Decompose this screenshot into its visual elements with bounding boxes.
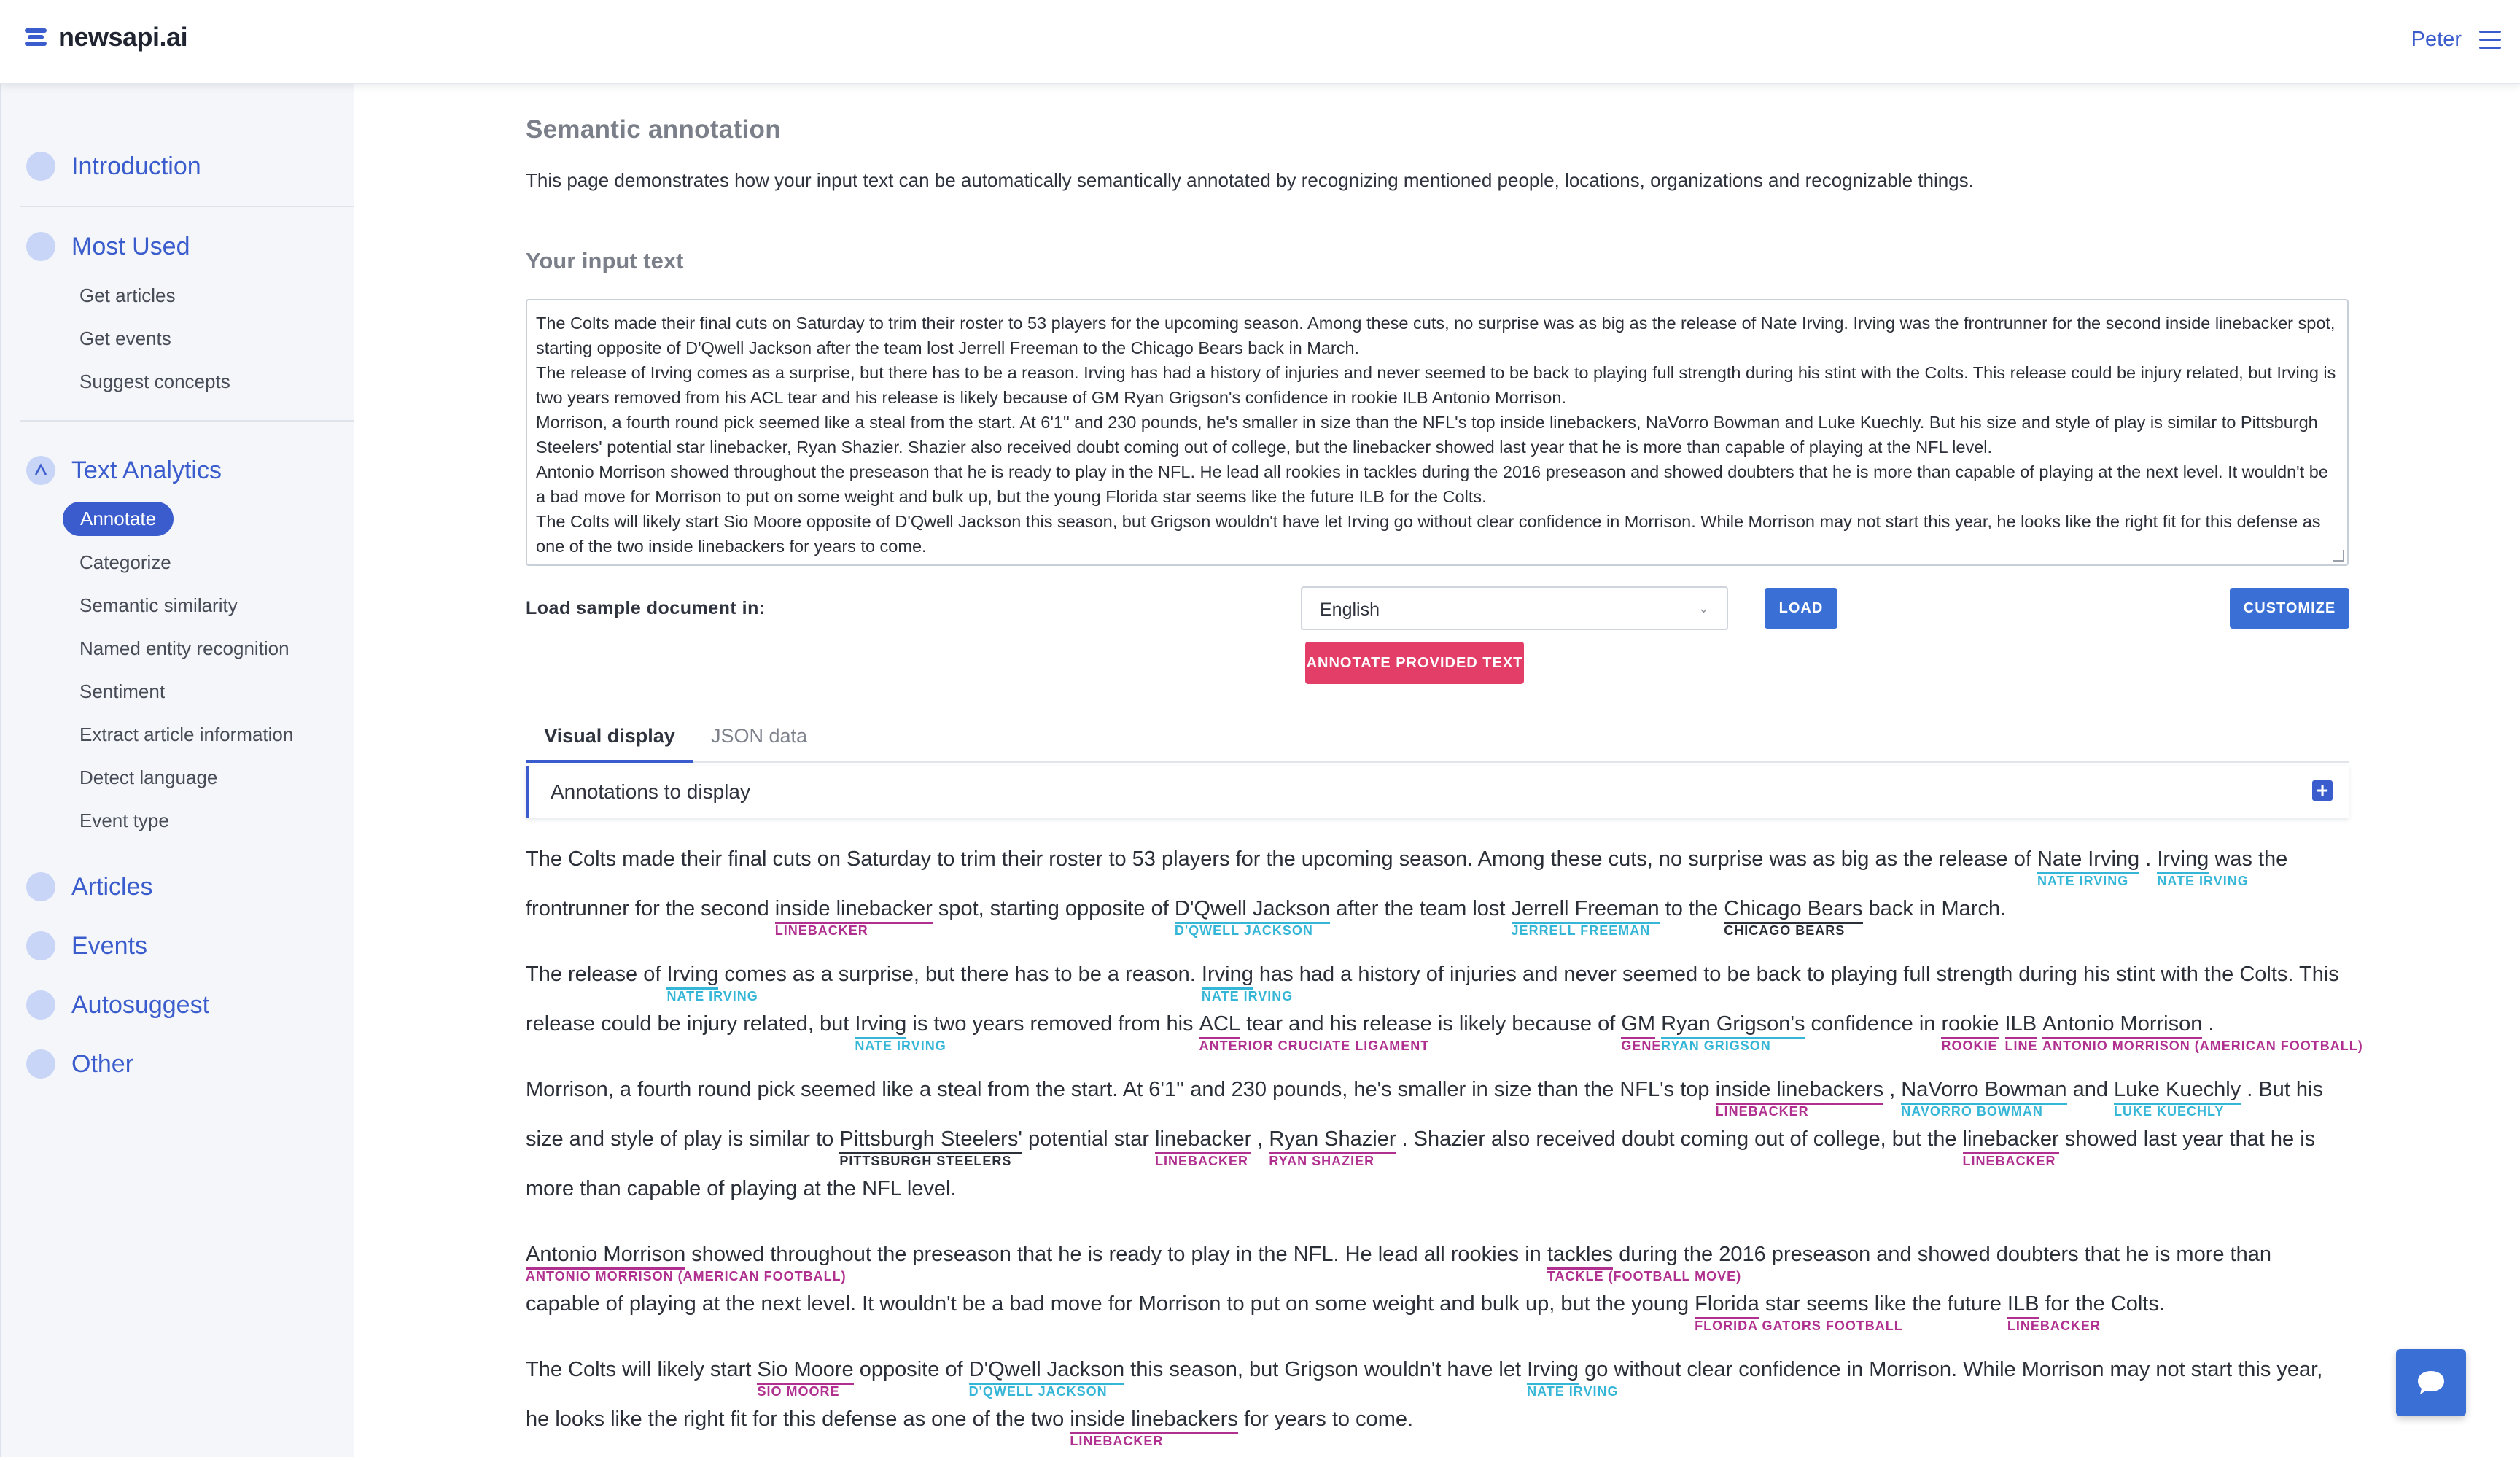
entity-label: LINEBACKER — [1070, 1434, 1164, 1448]
circle-icon — [26, 990, 55, 1020]
entity-text: Irving — [666, 963, 719, 986]
entity-mention[interactable] — [2007, 1292, 2101, 1333]
entity-text: linebacker — [1962, 1127, 2059, 1151]
plain-text: , — [1251, 1127, 1269, 1151]
page-title: Semantic annotation — [526, 115, 781, 144]
entity-mention[interactable] — [2114, 1077, 2241, 1119]
sidebar-section-label: Text Analytics — [71, 456, 222, 484]
sidebar-section-label: Most Used — [71, 232, 190, 260]
entity-label: PITTSBURGH STEELERS — [839, 1154, 1012, 1168]
entity-text: D'Qwell Jackson — [1174, 897, 1331, 920]
annotated-paragraph — [526, 834, 2349, 938]
sidebar-item-annotate[interactable]: Annotate — [63, 502, 174, 536]
entity-mention[interactable] — [2037, 847, 2140, 888]
input-paragraph: The Colts will likely start Sio Moore opposite of D'Qwell Jackson this season, but Grigson wouldn't have let Irving go without clear confidence in Morrison. While Morrison may not start this year, he looks like the right fit for this defense as one of the two inside linebackers for years to come. — [536, 512, 2321, 556]
sidebar-section-events[interactable] — [26, 931, 147, 960]
entity-text: Luke Kuechly — [2114, 1078, 2241, 1101]
plain-text: spot, starting opposite of — [932, 897, 1175, 920]
sidebar-section-label: Other — [71, 1049, 134, 1078]
entity-mention[interactable] — [1901, 1077, 2067, 1119]
plain-text: showed throughout the preseason that he is ready to play in the NFL. He lead all rookies in — [685, 1243, 1547, 1266]
annotated-paragraph — [526, 1345, 2349, 1448]
plain-text: after the team lost — [1330, 897, 1512, 920]
annotate-button[interactable]: ANNOTATE PROVIDED TEXT — [1305, 642, 1524, 684]
plain-text: was the frontrunner for the second — [526, 847, 2288, 920]
entity-text: Irving — [2157, 847, 2209, 871]
other-icon — [26, 1049, 55, 1079]
input-paragraph: The release of Irving comes as a surprise, but there has to be a reason. Irving has had a history of injuries and never seemed to be back to playing full strength during his stint with the Colts. This release could be injury related, but Irving is two years removed from his ACL tear and his release is likely because of GM Ryan Grigson's confidence in rookie ILB Antonio Morrison. — [536, 363, 2336, 407]
entity-text: ILB — [2004, 1012, 2037, 1036]
entity-label: LUKE KUECHLY — [2114, 1104, 2225, 1119]
plain-text: . — [2139, 847, 2158, 871]
load-sample-label: Load sample document in: — [526, 598, 766, 618]
chevron-down-icon: ⌄ — [1698, 601, 1709, 616]
plain-text: opposite of — [853, 1358, 969, 1381]
divider — [20, 420, 354, 422]
sidebar-item-named-entity-recognition[interactable]: Named entity recognition — [79, 637, 289, 659]
plain-text: star seems like the future — [1759, 1292, 2007, 1316]
entity-label: ANTONIO MORRISON (AMERICAN FOOTBALL) — [526, 1269, 847, 1284]
entity-mention[interactable] — [1962, 1127, 2059, 1168]
entity-text: Irving — [1201, 963, 1253, 986]
entity-text: Irving — [855, 1012, 907, 1036]
entity-text: ACL — [1199, 1012, 1241, 1036]
circle-icon — [26, 232, 55, 261]
plain-text — [1655, 1012, 1661, 1036]
plain-text: Morrison, a fourth round pick seemed like a steal from the start. At 6'1'' and 230 pounds, he's smaller in size than the NFL's top — [526, 1078, 1716, 1101]
entity-label: SIO MOORE — [757, 1384, 840, 1399]
entity-text: tackles — [1547, 1243, 1614, 1266]
plain-text: The Colts will likely start — [526, 1358, 758, 1381]
plain-text: during the 2016 preseason and showed doubters that he is more than capable of playing at the next level. It wouldn't be a bad move for Morrison to put on some weight and bulk up, but the young — [526, 1243, 2271, 1316]
entity-text: GM — [1621, 1012, 1656, 1036]
entity-mention[interactable] — [1511, 896, 1660, 938]
entity-mention[interactable] — [1199, 1011, 1430, 1053]
sidebar-section-label: Articles — [71, 872, 153, 901]
input-paragraph: The Colts made their final cuts on Saturday to trim their roster to 53 players for the upcoming season. Among these cuts, no surprise was as big as the release of Nate Irving. Irving was the frontrunner for the second inside linebacker spot, starting opposite of D'Qwell Jackson after the team lost Jerrell Freeman to the Chicago Bears back in March. — [536, 314, 2336, 357]
plain-text: confidence in — [1805, 1012, 1942, 1036]
tab-json-data[interactable]: JSON data — [711, 725, 808, 747]
plain-text: The Colts made their final cuts on Saturday to trim their roster to 53 players for the upcoming season. Among these cuts, no surprise was as big as the release of — [526, 847, 2037, 871]
load-button[interactable]: LOAD — [1765, 588, 1838, 629]
top-header — [0, 0, 2520, 84]
entity-label: NATE IRVING — [1527, 1384, 1619, 1399]
plain-text: The release of — [526, 963, 667, 986]
entity-mention[interactable] — [1174, 896, 1331, 938]
entity-text: Irving — [1527, 1358, 1579, 1381]
plain-text: and — [2066, 1078, 2115, 1101]
events-icon — [26, 931, 55, 960]
entity-mention[interactable] — [526, 1242, 847, 1284]
sidebar-section-label: Events — [71, 931, 147, 960]
entity-mention[interactable] — [2004, 1011, 2038, 1053]
sidebar-item-get-articles[interactable]: Get articles — [79, 284, 176, 306]
entity-text: inside linebackers — [1715, 1078, 1884, 1101]
sidebar-item-event-type[interactable]: Event type — [79, 809, 169, 831]
entity-text: Chicago Bears — [1724, 897, 1863, 920]
plain-text: . But his size and style of play is similar to — [526, 1078, 2323, 1151]
entity-mention[interactable] — [1269, 1127, 1396, 1168]
entity-label: LINE — [2004, 1038, 2038, 1053]
plain-text: , — [1883, 1078, 1902, 1101]
entity-label: ANTONIO MORRISON (AMERICAN FOOTBALL) — [2042, 1038, 2363, 1053]
entity-label: LINEBACKER — [1155, 1154, 1249, 1168]
entity-mention[interactable] — [968, 1357, 1125, 1399]
language-select-value: English — [1320, 599, 1380, 620]
entity-label: FLORIDA GATORS FOOTBALL — [1695, 1319, 1903, 1333]
annotated-paragraph — [526, 950, 2363, 1053]
entity-mention[interactable] — [1547, 1242, 1742, 1284]
sidebar-section-label: Introduction — [71, 152, 201, 180]
plain-text: . Shazier also received doubt coming out of college, but the — [1396, 1127, 1963, 1151]
entity-label: D'QWELL JACKSON — [1174, 923, 1313, 938]
plain-text: potential star — [1022, 1127, 1156, 1151]
entity-mention[interactable] — [2042, 1011, 2363, 1053]
entity-mention[interactable] — [666, 962, 758, 1003]
entity-text: Sio Moore — [757, 1358, 854, 1381]
entity-label: JERRELL FREEMAN — [1511, 923, 1651, 938]
plain-text: is two years removed from his — [906, 1012, 1199, 1036]
plain-text: showed last year that he is more than capable of playing at the NFL level. — [526, 1127, 2316, 1200]
sidebar-section-introduction[interactable] — [26, 152, 201, 181]
entity-text: Pittsburgh Steelers' — [839, 1127, 1022, 1151]
entity-label: NATE IRVING — [1201, 989, 1294, 1003]
entity-text: inside linebackers — [1070, 1407, 1238, 1431]
entity-text: inside linebacker — [774, 897, 933, 920]
input-paragraph: Morrison, a fourth round pick seemed like a steal from the start. At 6'1'' and 230 pounds, he's smaller in size than the NFL's top inside linebackers, NaVorro Bowman and Luke Kuechly. But his size and style of play is similar to Pittsburgh Steelers' potential star linebacker, Ryan Shazier. Shazier also received doubt coming out of college, but the linebacker showed last year that he is more than capable of playing at the NFL level. — [536, 413, 2318, 457]
entity-mention[interactable] — [839, 1127, 1022, 1168]
entity-mention[interactable] — [2157, 847, 2249, 888]
entity-mention[interactable] — [1715, 1077, 1884, 1119]
chat-button[interactable] — [2396, 1349, 2466, 1416]
expand-plus-icon[interactable]: + — [2312, 780, 2333, 801]
analytics-icon — [26, 456, 55, 485]
sidebar-item-detect-language[interactable]: Detect language — [79, 766, 218, 788]
entity-label: NATE IRVING — [855, 1038, 946, 1053]
entity-label: NATE IRVING — [2157, 874, 2249, 888]
plain-text: this season, but Grigson wouldn't have let — [1124, 1358, 1528, 1381]
entity-mention[interactable] — [1661, 1011, 1805, 1053]
entity-text: Ryan Grigson's — [1661, 1012, 1805, 1036]
plain-text: has had a history of injuries and never seemed to be back to playing full strength during his stint with the Colts. This release could be injury related, but — [526, 963, 2339, 1036]
entity-mention[interactable] — [1621, 1011, 1662, 1053]
entity-label: TACKLE (FOOTBALL MOVE) — [1547, 1269, 1742, 1284]
sidebar-section-label: Autosuggest — [71, 990, 210, 1019]
sidebar-item-sentiment[interactable]: Sentiment — [79, 680, 166, 702]
sidebar-item-suggest-concepts[interactable]: Suggest concepts — [79, 370, 230, 392]
entity-mention[interactable] — [1201, 962, 1294, 1003]
entity-label: LINEBACKER — [2007, 1319, 2101, 1333]
plain-text: back in March. — [1862, 897, 2007, 920]
articles-icon — [26, 872, 55, 901]
plain-text: to the — [1659, 897, 1724, 920]
input-paragraph: Antonio Morrison showed throughout the preseason that he is ready to play in the NFL. He lead all rookies in tackles during the 2016 preseason and showed doubters that he is more than capable of playing at the next level. It wouldn't be a bad move for Morrison to put on some weight and bulk up, but the young Florida star seems like the future ILB for the Colts. — [536, 462, 2328, 506]
resize-handle-icon[interactable] — [2333, 550, 2344, 562]
logo[interactable] — [25, 22, 187, 53]
entity-text: D'Qwell Jackson — [968, 1358, 1125, 1381]
entity-label: ROOKIE — [1941, 1038, 1998, 1053]
plain-text — [2037, 1012, 2042, 1036]
sidebar-item-get-events[interactable]: Get events — [79, 327, 171, 349]
sidebar-item-extract-article-information[interactable]: Extract article information — [79, 723, 294, 745]
entity-mention[interactable] — [1941, 1011, 1999, 1053]
entity-label: NATE IRVING — [666, 989, 758, 1003]
entity-label: LINEBACKER — [774, 923, 868, 938]
plain-text: for years to come. — [1237, 1407, 1414, 1431]
entity-mention[interactable] — [757, 1357, 854, 1399]
entity-label: LINEBACKER — [1962, 1154, 2056, 1168]
sidebar-section-most-used[interactable] — [26, 232, 190, 261]
entity-text: NaVorro Bowman — [1901, 1078, 2067, 1101]
input-heading: Your input text — [526, 248, 684, 273]
annotated-text — [526, 834, 2363, 1460]
plain-text — [1999, 1012, 2004, 1036]
main-content — [353, 83, 2520, 1457]
annotated-paragraph — [526, 1065, 2349, 1214]
circle-icon — [26, 152, 55, 181]
plain-text: . — [2202, 1012, 2214, 1036]
sidebar-section-text-analytics[interactable] — [26, 456, 222, 485]
plain-text: for the Colts. — [2039, 1292, 2165, 1316]
language-select[interactable] — [1301, 586, 1728, 630]
user-menu-link[interactable]: Peter — [2411, 28, 2462, 51]
entity-mention[interactable] — [774, 896, 933, 938]
entity-mention[interactable] — [855, 1011, 946, 1053]
plain-text: comes as a surprise, but there has to be a reason. — [718, 963, 1202, 986]
entity-mention[interactable] — [1070, 1407, 1238, 1448]
entity-text: Ryan Shazier — [1269, 1127, 1396, 1151]
sidebar-section-articles[interactable] — [26, 872, 152, 901]
entity-text: ILB — [2007, 1292, 2039, 1316]
logo-text: newsapi.ai — [58, 22, 188, 52]
sidebar — [0, 83, 354, 1457]
customize-button[interactable]: CUSTOMIZE — [2230, 588, 2349, 629]
entity-label: LINEBACKER — [1715, 1104, 1809, 1119]
entity-label: ANTERIOR CRUCIATE LIGAMENT — [1199, 1038, 1430, 1053]
entity-mention[interactable] — [1724, 896, 1863, 938]
annotated-paragraph — [526, 1230, 2349, 1333]
entity-label: CHICAGO BEARS — [1724, 923, 1846, 938]
plain-text: go without clear confidence in Morrison. While Morrison may not start this year, he looks like the right fit for this defense as one of the two — [526, 1358, 2323, 1431]
annotations-to-display-panel[interactable] — [526, 766, 2349, 818]
sidebar-item-categorize[interactable]: Categorize — [79, 551, 171, 573]
hamburger-menu-icon[interactable] — [2479, 31, 2501, 50]
tab-visual-display[interactable]: Visual display — [526, 725, 693, 748]
entity-mention[interactable] — [1155, 1127, 1252, 1168]
entity-label: RYAN GRIGSON — [1661, 1038, 1771, 1053]
entity-text: Antonio Morrison — [2042, 1012, 2203, 1036]
logo-icon — [25, 24, 51, 50]
entity-text: Florida — [1695, 1292, 1759, 1316]
entity-text: Jerrell Freeman — [1511, 897, 1660, 920]
display-tabs — [526, 710, 2349, 763]
entity-label: D'QWELL JACKSON — [968, 1384, 1108, 1399]
entity-text: Nate Irving — [2037, 847, 2140, 871]
entity-text: Antonio Morrison — [526, 1243, 686, 1266]
annotations-panel-label: Annotations to display — [551, 780, 750, 803]
entity-label: GENE — [1621, 1038, 1662, 1053]
entity-text: rookie — [1941, 1012, 1999, 1036]
entity-label: NAVORRO BOWMAN — [1901, 1104, 2043, 1119]
divider — [20, 206, 354, 207]
entity-text: linebacker — [1155, 1127, 1252, 1151]
entity-label: NATE IRVING — [2037, 874, 2129, 888]
entity-label: RYAN SHAZIER — [1269, 1154, 1375, 1168]
plain-text: tear and his release is likely because of — [1240, 1012, 1622, 1036]
chat-bubble-icon — [2415, 1367, 2447, 1399]
sidebar-section-other[interactable] — [26, 1049, 133, 1079]
page-intro: This page demonstrates how your input text can be automatically semantically annotated by recognizing mentioned people, locations, organizations and recognizable things. — [526, 169, 1974, 191]
input-text-area[interactable] — [526, 299, 2349, 566]
entity-mention[interactable] — [1527, 1357, 1619, 1399]
sidebar-section-autosuggest[interactable] — [26, 990, 209, 1020]
sidebar-item-semantic-similarity[interactable]: Semantic similarity — [79, 594, 238, 616]
